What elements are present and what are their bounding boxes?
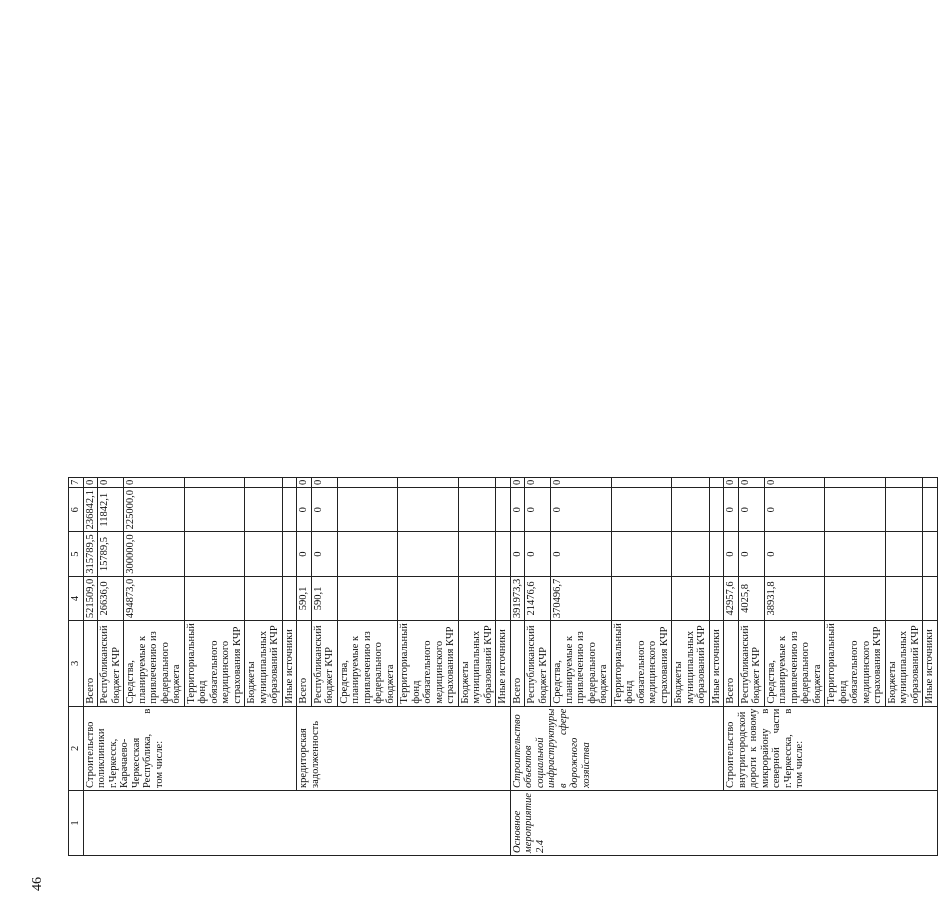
amount-cell-v7: 0 — [83, 477, 98, 487]
amount-cell-v7: 0 — [98, 477, 124, 487]
funding-source-cell: Территориальный фонд обязательного медицинского страхования КЧР — [184, 621, 245, 706]
amount-cell-v4 — [672, 576, 710, 620]
amount-cell-v4 — [184, 576, 245, 620]
amount-cell-v4 — [398, 576, 459, 620]
amount-cell-v6: 225000,0 — [124, 488, 185, 532]
amount-cell-v5 — [184, 532, 245, 576]
amount-cell-v5: 15789,5 — [98, 532, 124, 576]
amount-cell-v5 — [282, 532, 297, 576]
amount-cell-v5 — [611, 532, 672, 576]
amount-cell-v7 — [245, 477, 283, 487]
amount-cell-v4 — [923, 576, 938, 620]
amount-cell-v5 — [709, 532, 724, 576]
header-cell: 4 — [69, 576, 84, 620]
amount-cell-v6: 0 — [525, 488, 551, 532]
funding-source-cell: Иные источники — [709, 621, 724, 706]
amount-cell-v7: 0 — [124, 477, 185, 487]
funding-source-cell: Всего — [83, 621, 98, 706]
funding-source-cell: Средства, планируемые к привлечению из федерального бюджета — [124, 621, 185, 706]
amount-cell-v4 — [611, 576, 672, 620]
amount-cell-v5 — [885, 532, 923, 576]
amount-cell-v6 — [337, 488, 398, 532]
amount-cell-v6 — [398, 488, 459, 532]
amount-cell-v7 — [825, 477, 886, 487]
amount-cell-v7 — [496, 477, 511, 487]
funding-source-cell: Иные источники — [496, 621, 511, 706]
funding-source-cell: Всего — [510, 621, 525, 706]
amount-cell-v5: 0 — [551, 532, 612, 576]
amount-cell-v5: 0 — [738, 532, 764, 576]
amount-cell-v6: 0 — [297, 488, 312, 532]
amount-cell-v7 — [923, 477, 938, 487]
amount-cell-v4: 590,1 — [297, 576, 312, 620]
funding-source-cell: Территориальный фонд обязательного медицинского страхования КЧР — [825, 621, 886, 706]
amount-cell-v7 — [458, 477, 496, 487]
amount-cell-v7 — [611, 477, 672, 487]
funding-source-cell: Республиканский бюджет КЧР — [98, 621, 124, 706]
funding-source-cell: Всего — [297, 621, 312, 706]
header-cell: 3 — [69, 621, 84, 706]
object-name-cell: кредиторская задолженность — [297, 706, 511, 790]
amount-cell-v6: 236842,1 — [83, 488, 98, 532]
funding-source-cell: Иные источники — [282, 621, 297, 706]
amount-cell-v5: 0 — [297, 532, 312, 576]
amount-cell-v7: 0 — [551, 477, 612, 487]
amount-cell-v7 — [672, 477, 710, 487]
funding-source-cell: Территориальный фонд обязательного медицинского страхования КЧР — [611, 621, 672, 706]
amount-cell-v6 — [923, 488, 938, 532]
amount-cell-v5 — [923, 532, 938, 576]
amount-cell-v5: 0 — [525, 532, 551, 576]
object-name-cell: Строительство поликлиники г.Черкесск, Карачаево-Черкесская Республика, в том числе: — [83, 706, 297, 790]
funding-source-cell: Иные источники — [923, 621, 938, 706]
amount-cell-v4: 21476,6 — [525, 576, 551, 620]
amount-cell-v7 — [337, 477, 398, 487]
amount-cell-v6: 11842,1 — [98, 488, 124, 532]
amount-cell-v6 — [458, 488, 496, 532]
measure-cell — [83, 791, 510, 856]
amount-cell-v5: 0 — [510, 532, 525, 576]
amount-cell-v4 — [885, 576, 923, 620]
amount-cell-v5 — [825, 532, 886, 576]
amount-cell-v5 — [337, 532, 398, 576]
amount-cell-v4 — [245, 576, 283, 620]
financing-table — [68, 477, 938, 856]
funding-source-cell: Бюджеты муниципальных образований КЧР — [245, 621, 283, 706]
header-row — [69, 477, 84, 855]
amount-cell-v4: 42957,6 — [724, 576, 739, 620]
amount-cell-v5: 0 — [724, 532, 739, 576]
amount-cell-v6: 0 — [510, 488, 525, 532]
amount-cell-v4: 494873,0 — [124, 576, 185, 620]
funding-source-cell: Территориальный фонд обязательного медицинского страхования КЧР — [398, 621, 459, 706]
header-cell: 6 — [69, 488, 84, 532]
amount-cell-v4: 38931,8 — [764, 576, 825, 620]
amount-cell-v7: 0 — [297, 477, 312, 487]
amount-cell-v7: 0 — [525, 477, 551, 487]
funding-source-cell: Республиканский бюджет КЧР — [311, 621, 337, 706]
amount-cell-v4 — [825, 576, 886, 620]
header-cell: 5 — [69, 532, 84, 576]
amount-cell-v5: 0 — [311, 532, 337, 576]
amount-cell-v7: 0 — [510, 477, 525, 487]
object-name-cell: Строительство объектов социальной инфраструктуры в сфере дорожного хозяйства — [510, 706, 724, 790]
amount-cell-v6: 0 — [311, 488, 337, 532]
amount-cell-v5: 300000,0 — [124, 532, 185, 576]
funding-source-cell: Республиканский бюджет КЧР — [738, 621, 764, 706]
amount-cell-v6: 0 — [724, 488, 739, 532]
amount-cell-v6: 0 — [738, 488, 764, 532]
funding-source-cell: Бюджеты муниципальных образований КЧР — [885, 621, 923, 706]
amount-cell-v7 — [398, 477, 459, 487]
amount-cell-v6 — [611, 488, 672, 532]
amount-cell-v4: 590,1 — [311, 576, 337, 620]
amount-cell-v6 — [496, 488, 511, 532]
amount-cell-v7: 0 — [724, 477, 739, 487]
measure-cell: Основное мероприятие 2.4 — [510, 791, 937, 856]
table-body — [83, 477, 937, 855]
funding-source-cell: Всего — [724, 621, 739, 706]
funding-source-cell: Республиканский бюджет КЧР — [525, 621, 551, 706]
amount-cell-v5 — [496, 532, 511, 576]
page-number: 46 — [30, 877, 45, 891]
header-cell: 1 — [69, 791, 84, 856]
amount-cell-v4 — [496, 576, 511, 620]
amount-cell-v4 — [337, 576, 398, 620]
amount-cell-v5: 0 — [764, 532, 825, 576]
amount-cell-v4 — [282, 576, 297, 620]
amount-cell-v6 — [825, 488, 886, 532]
amount-cell-v4: 370496,7 — [551, 576, 612, 620]
header-cell: 2 — [69, 706, 84, 790]
amount-cell-v4 — [458, 576, 496, 620]
amount-cell-v5 — [672, 532, 710, 576]
amount-cell-v7: 0 — [311, 477, 337, 487]
amount-cell-v7 — [184, 477, 245, 487]
amount-cell-v7: 0 — [764, 477, 825, 487]
amount-cell-v5 — [458, 532, 496, 576]
funding-source-cell: Средства, планируемые к привлечению из федерального бюджета — [764, 621, 825, 706]
amount-cell-v4: 521509,0 — [83, 576, 98, 620]
funding-source-cell: Средства, планируемые к привлечению из федерального бюджета — [337, 621, 398, 706]
amount-cell-v6 — [672, 488, 710, 532]
funding-source-cell: Средства, планируемые к привлечению из федерального бюджета — [551, 621, 612, 706]
amount-cell-v4: 391973,3 — [510, 576, 525, 620]
header-cell: 7 — [69, 477, 84, 487]
amount-cell-v4 — [709, 576, 724, 620]
amount-cell-v6 — [885, 488, 923, 532]
funding-source-cell: Бюджеты муниципальных образований КЧР — [672, 621, 710, 706]
amount-cell-v7 — [282, 477, 297, 487]
table-row — [83, 477, 98, 855]
amount-cell-v6 — [709, 488, 724, 532]
amount-cell-v6 — [245, 488, 283, 532]
amount-cell-v4: 26636,0 — [98, 576, 124, 620]
amount-cell-v5: 315789,5 — [83, 532, 98, 576]
amount-cell-v4: 4025,8 — [738, 576, 764, 620]
amount-cell-v6: 0 — [551, 488, 612, 532]
object-name-cell: Строительство внутригородской дороги к новому микрорайону в северной части г.Черкесска, в том числе: — [724, 706, 938, 790]
amount-cell-v5 — [398, 532, 459, 576]
amount-cell-v7 — [709, 477, 724, 487]
amount-cell-v6 — [184, 488, 245, 532]
table-row — [510, 477, 525, 855]
amount-cell-v7 — [885, 477, 923, 487]
amount-cell-v6: 0 — [764, 488, 825, 532]
amount-cell-v5 — [245, 532, 283, 576]
amount-cell-v7: 0 — [738, 477, 764, 487]
amount-cell-v6 — [282, 488, 297, 532]
funding-source-cell: Бюджеты муниципальных образований КЧР — [458, 621, 496, 706]
